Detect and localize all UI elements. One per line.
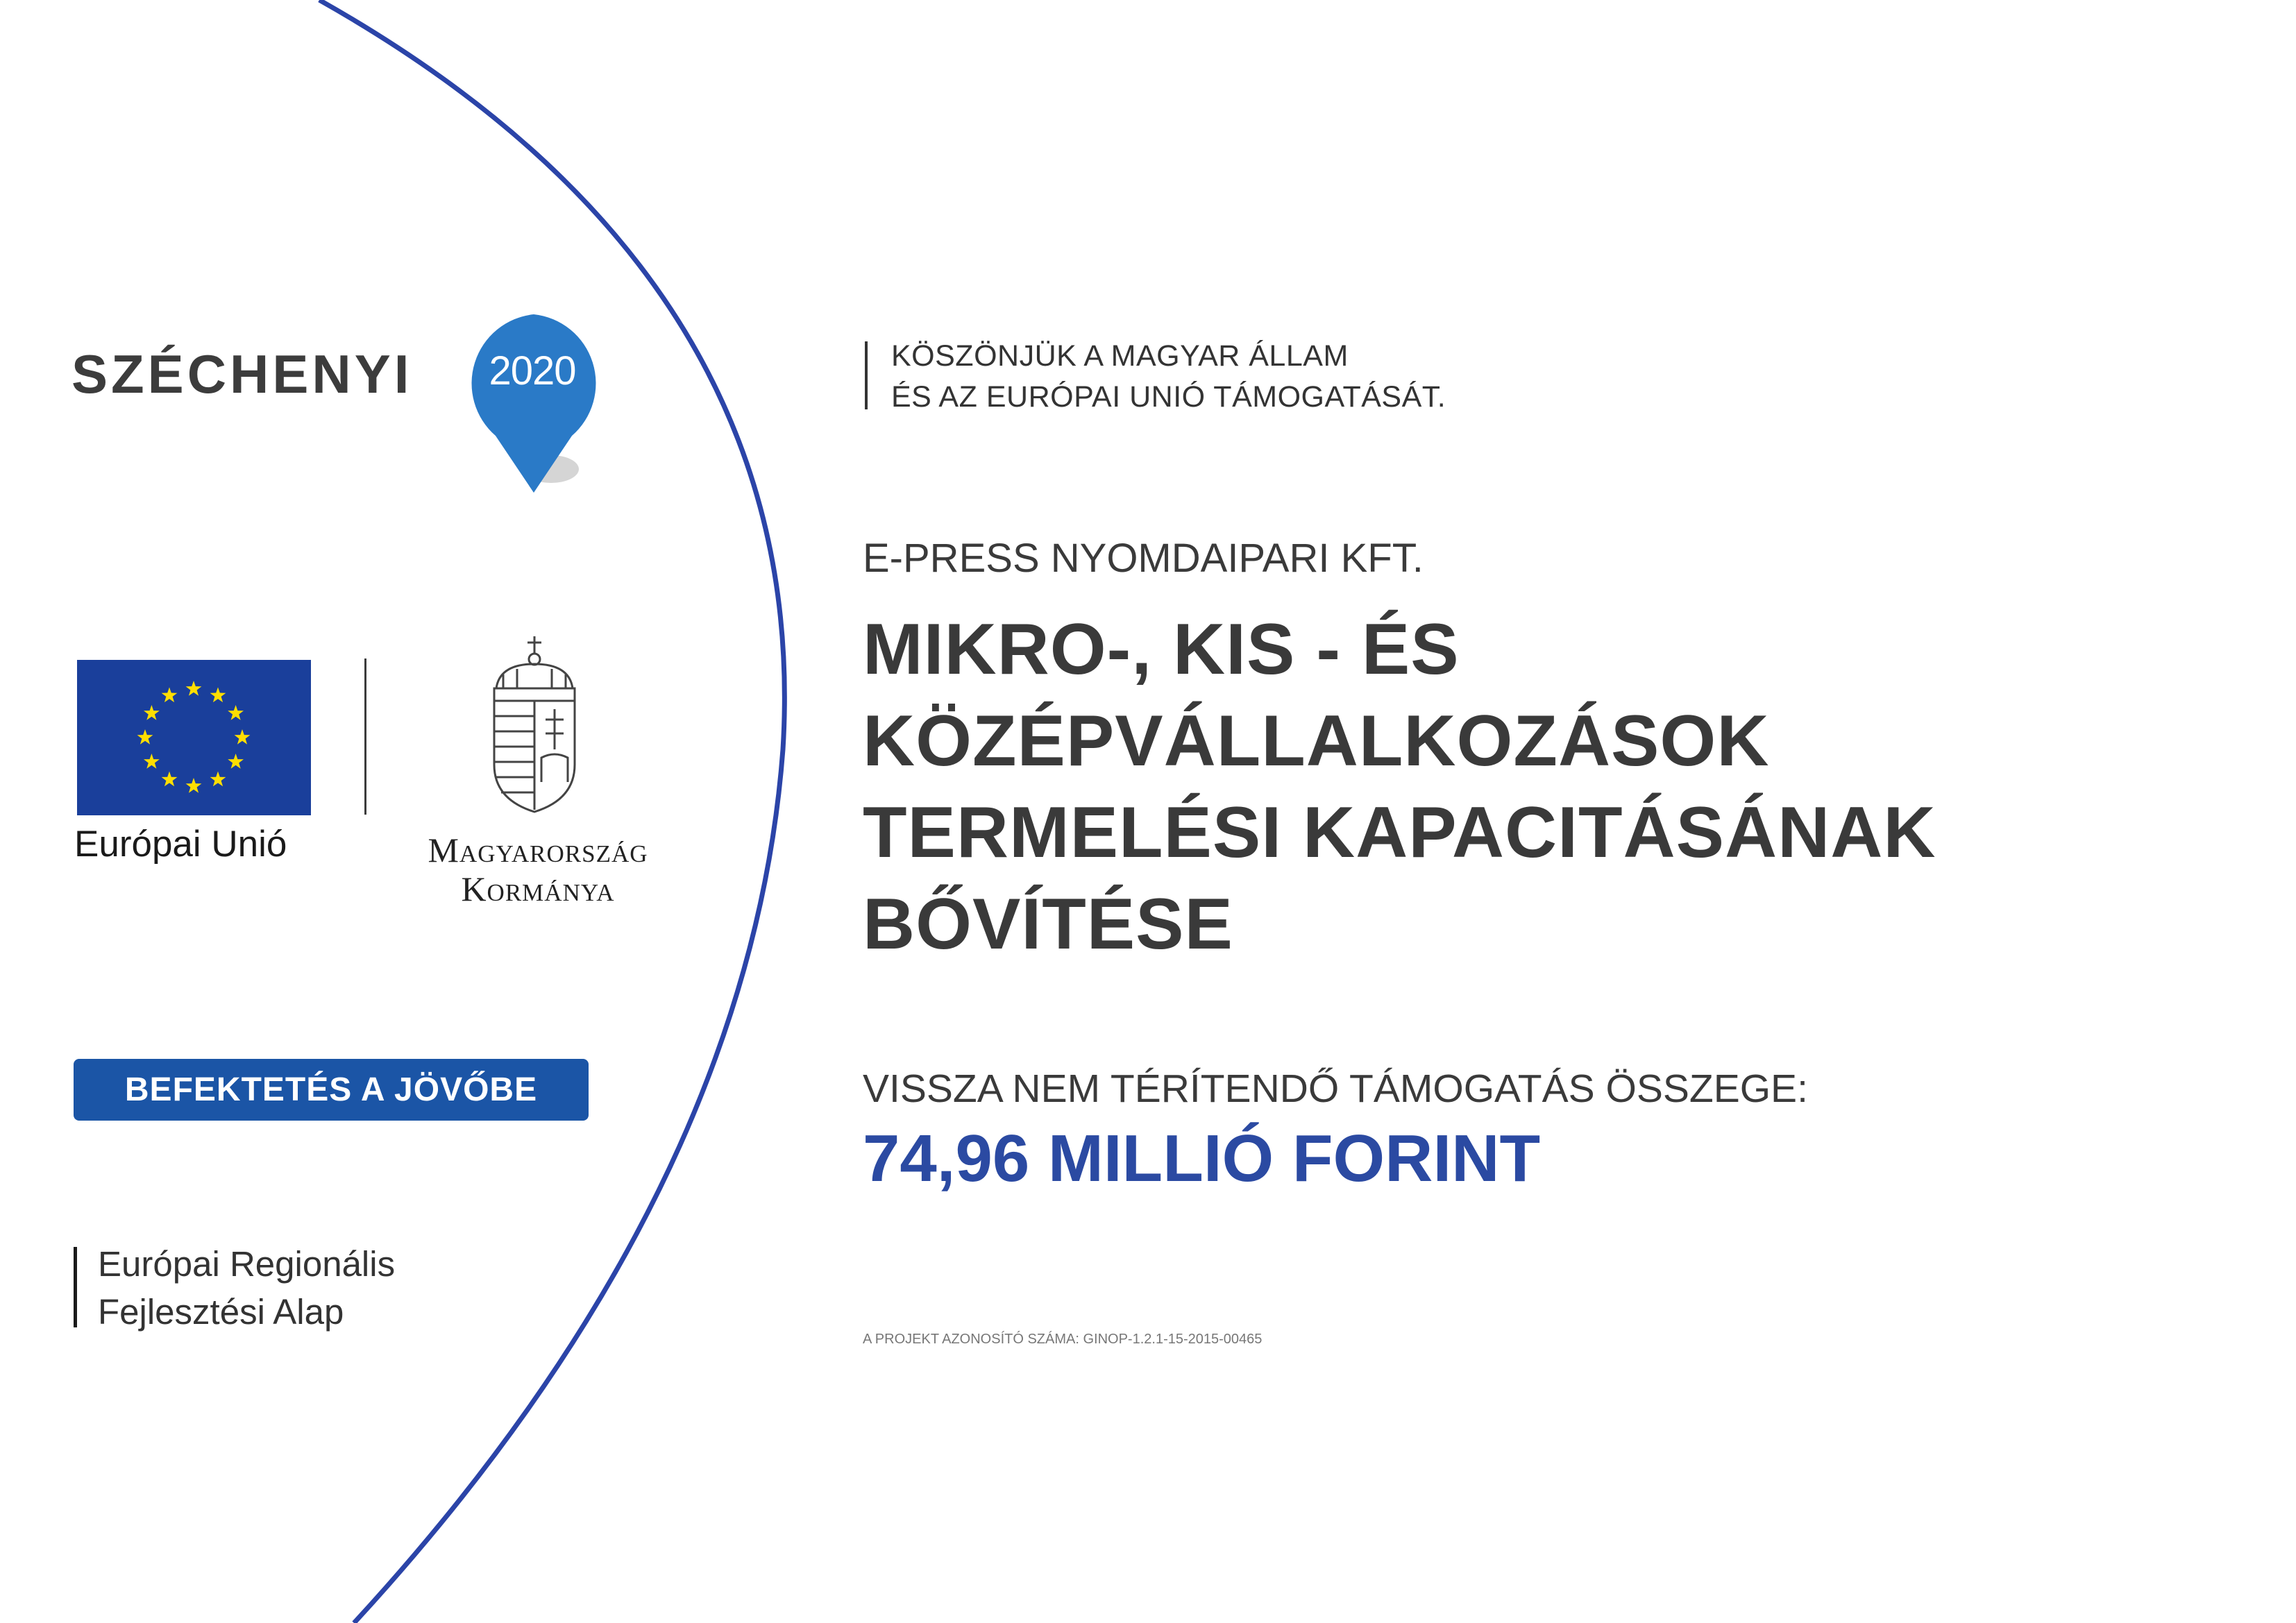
investment-badge: BEFEKTETÉS A JÖVŐBE [74,1059,589,1121]
szechenyi-year: 2020 [489,348,576,393]
eu-star-icon [137,729,153,745]
fund-name-line-1: Európai Regionális [98,1244,396,1284]
thanks-line-2: ÉS AZ EURÓPAI UNIÓ TÁMOGATÁSÁT. [891,380,1446,414]
eu-star-icon [162,687,178,702]
government-line-2: Kormánya [461,869,615,908]
thanks-line-1: KÖSZÖNJÜK A MAGYAR ÁLLAM [891,339,1349,373]
eu-star-icon [210,687,226,702]
hungarian-coat-of-arms-icon [486,633,583,817]
szechenyi-logo-text: SZÉCHENYI [71,343,413,405]
eu-stars [77,660,311,815]
project-id: A PROJEKT AZONOSÍTÓ SZÁMA: GINOP-1.2.1-15-2015-00465 [863,1332,1263,1347]
eu-flag-icon [77,660,311,815]
project-title-line: BŐVÍTÉSE [863,884,1233,965]
project-title [863,604,2237,970]
eu-star-icon [235,729,251,745]
thanks-divider [865,341,868,409]
support-label: VISSZA NEM TÉRÍTENDŐ TÁMOGATÁS ÖSSZEGE: [863,1067,1808,1111]
government-line-1: Magyarország [428,831,648,869]
eu-star-icon [228,754,244,769]
company-name: E-PRESS NYOMDAIPARI KFT. [863,536,1424,581]
eu-star-icon [186,778,202,793]
fund-divider [74,1247,77,1327]
eu-star-icon [210,772,226,787]
eu-star-icon [186,681,202,696]
eu-star-icon [144,754,160,769]
eu-star-icon [162,772,178,787]
eu-label: Európai Unió [74,824,287,865]
eu-star-icon [228,705,244,720]
support-amount: 74,96 MILLIÓ FORINT [863,1121,1541,1196]
map-pin-icon [461,311,607,498]
project-title-line: KÖZÉPVÁLLALKOZÁSOK [863,701,1770,782]
project-title-line: TERMELÉSI KAPACITÁSÁNAK [863,792,1936,874]
eu-star-icon [144,705,160,720]
project-title-line: MIKRO-, KIS - ÉS [863,609,1460,690]
fund-name-line-2: Fejlesztési Alap [98,1292,344,1332]
logo-divider [364,658,366,815]
